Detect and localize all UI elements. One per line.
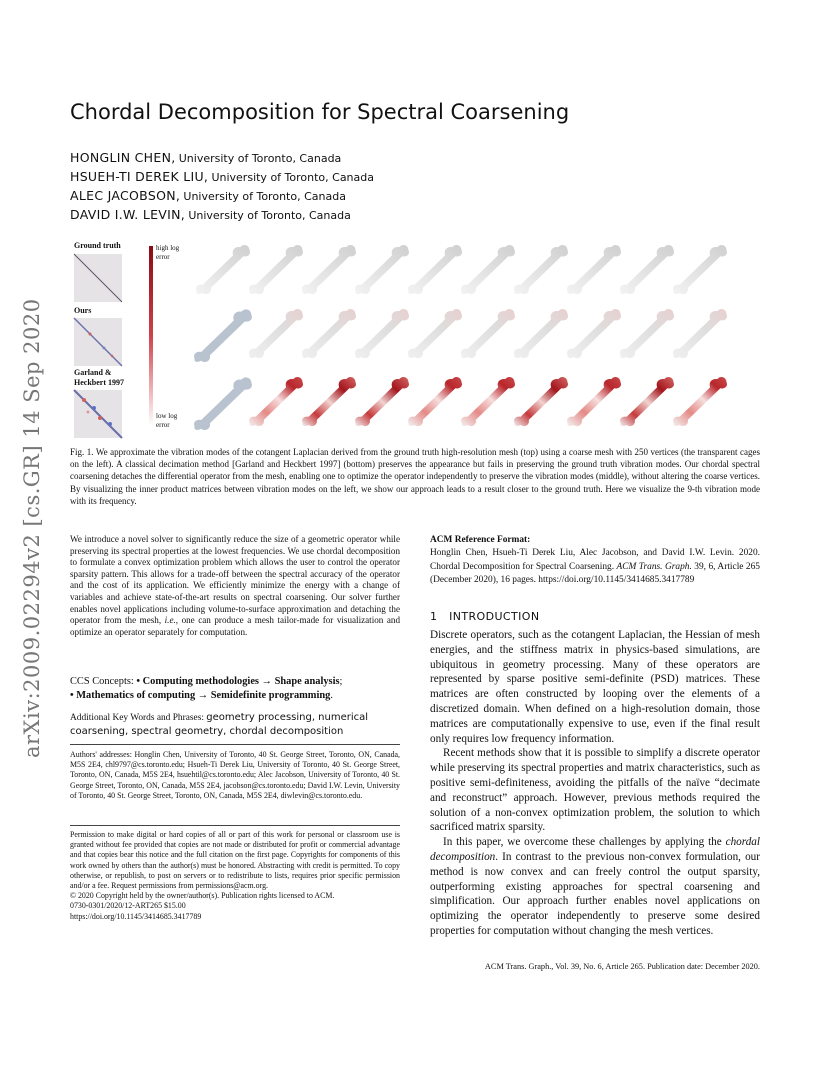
row-label-garland: Garland & — [74, 368, 112, 377]
page-footer: ACM Trans. Graph., Vol. 39, No. 6, Article 265. Publication date: December 2020. — [484, 962, 760, 971]
matrix-garland — [74, 390, 122, 438]
row-ours-meshes — [194, 309, 727, 362]
row-ground-truth-meshes — [196, 245, 727, 294]
divider — [70, 744, 400, 745]
figure-graphics — [70, 240, 760, 440]
arxiv-stamp: arXiv:2009.02294v2 [cs.GR] 14 Sep 2020 — [20, 298, 44, 758]
ccs-concepts: CCS Concepts: • Computing methodologies → Shape analysis; • Mathematics of computing → Semidefinite programming. — [70, 676, 343, 701]
author-line — [70, 188, 346, 204]
permission-notice: Permission to make digital or hard copies of all or part of this work for personal or classroom use is granted without fee provided that copies are not made or distributed for profit or commercial advantage and that copies bear this notice and the full citation on the first page. Copyrights for components of this work owned by others than the author(s) must be honored. Abstracting with credit is permitted. To copy otherwise, or republish, to post on servers or to redistribute to lists, requires prior specific permission and/or a fee. Request permissions from permissions@acm.org. © 2020 Copyright held by the owner/author(s). Publication rights licensed to ACM. 0730-0301/2020/12-ART265 $15.00 https://doi.org/10.1145/3414685.3417789 — [70, 830, 400, 921]
figure-1 — [70, 240, 760, 440]
acm-reference: ACM Reference Format: Honglin Chen, Hsueh-Ti Derek Liu, Alec Jacobson, and David I.W. Levin. 2020. Chordal Decomposition for Spectral Coarsening. ACM Trans. Graph. 39, 6, Article 265 (December 2020), 16 pages. https://doi.org/10.1145/3414685.3417789 — [430, 535, 760, 586]
author-affiliation: University of Toronto, Canada — [178, 152, 342, 165]
row-label-ours: Ours — [74, 306, 92, 315]
author-name: ALEC JACOBSON, — [70, 188, 181, 203]
author-name: DAVID I.W. LEVIN, — [70, 207, 186, 222]
author-line — [70, 207, 351, 223]
colorbar-high-label: high log error — [156, 244, 180, 261]
matrix-ground-truth — [74, 254, 122, 302]
keywords: Additional Key Words and Phrases: geometry processing, numerical coarsening, spectral geometry, chordal decomposition — [70, 712, 369, 737]
author-affiliation: University of Toronto, Canada — [188, 209, 351, 222]
author-affiliation: University of Toronto, Canada — [183, 190, 346, 203]
intro-body: Discrete operators, such as the cotangent Laplacian, the Hessian of mesh energies, and the stiffness matrix in physics-based simulations, are ubiquitous in geometry processing. Many of these operators are represented by sparse positive semi-definite (PSD) matrices. These matrices are often constructed by looping over the elements of a discretized domain. When defined on a high-resolution domain, those matrices are computationally expensive to use, even if the final result only requires low frequency information. Recent methods show that it is possible to simplify a discrete operator while preserving its spectral properties and matrix characteristics, such as positive semi-definiteness, avoiding the pitfalls of the naïve “decimate and reconstruct” approach. However, previous methods required the solution of a non-convex optimization problem, the solution to which sacrificed matrix sparsity. In this paper, we overcome these challenges by applying the chordal decomposition. In contrast to the previous non-convex formulation, our method is now convex and can freely control the output sparsity, outperforming existing approaches for spectral coarsening and simplification. Our approach further enables novel applications on optimizing the operator independently to preserve some desired properties for computation without changing the mesh vertices. — [430, 629, 760, 937]
author-name: HONGLIN CHEN, — [70, 150, 176, 165]
matrix-ours — [74, 318, 122, 366]
row-garland-meshes — [194, 377, 727, 430]
paper-title: Chordal Decomposition for Spectral Coarsening — [70, 100, 570, 124]
row-label-ground-truth: Ground truth — [74, 241, 121, 250]
figure-caption: Fig. 1. We approximate the vibration modes of the cotangent Laplacian derived from the ground truth high-resolution mesh (top) using a coarse mesh with 250 vertices (the transparent cages on the left). A classical decimation method [Garland and Heckbert 1997] (bottom) preserves the appearance but fails in preserving the ground truth vibration modes. Our chordal spectral coarsening detaches the differential operator from the mesh, enabling one to optimize the operator independently to preserve the vibration modes (middle), without altering the coarse vertices. By visualizing the inner product matrices between vibration modes on the left, we show our approach leads to a result closer to the ground truth. Here we visualize the 9-th vibration mode with its frequency. — [70, 447, 760, 506]
colorbar-low-label: low log error — [156, 412, 178, 429]
abstract: We introduce a novel solver to significantly reduce the size of a geometric operator while preserving its spectral properties at the lowest frequencies. We use chordal decomposition to formulate a convex optimization problem which allows the user to control the operator sparsity pattern. This allows for a trade-off between the spectral accuracy of the operator and the cost of its application. We efficiently minimize the energy with a change of variables and achieve state-of-the-art results on spectral coarsening. Our solver further enables novel applications including volume-to-surface approximation and detaching the operator from the mesh, i.e., one can produce a mesh tailor-made for visualization and optimize an operator separately for computation. — [70, 534, 400, 637]
author-name: HSUEH-TI DEREK LIU, — [70, 169, 209, 184]
author-affiliation: University of Toronto, Canada — [211, 171, 374, 184]
author-line — [70, 169, 374, 185]
author-addresses: Authors' addresses: Honglin Chen, University of Toronto, 40 St. George Street, Toronto, ON, Canada, M5S 2E4, chl9797@cs.toronto.edu; Hsueh-Ti Derek Liu, University of Toronto, 40 St. George Street, Toronto, ON, Canada, M5S 2E4, hsuehtil@cs.toronto.edu; Alec Jacobson, University of Toronto, 40 St. George Street, Toronto, ON, Canada, M5S 2E4, jacobson@cs.toronto.edu; David I.W. Levin, University of Toronto, 40 St. George Street, Toronto, ON, Canada, M5S 2E4, diwlevin@cs.toronto.edu. — [70, 750, 400, 800]
row-label-heckbert: Heckbert 1997 — [74, 378, 124, 387]
author-line — [70, 150, 341, 166]
divider — [70, 825, 400, 826]
section-heading: 1 INTRODUCTION — [430, 610, 540, 623]
error-colorbar — [149, 246, 153, 426]
